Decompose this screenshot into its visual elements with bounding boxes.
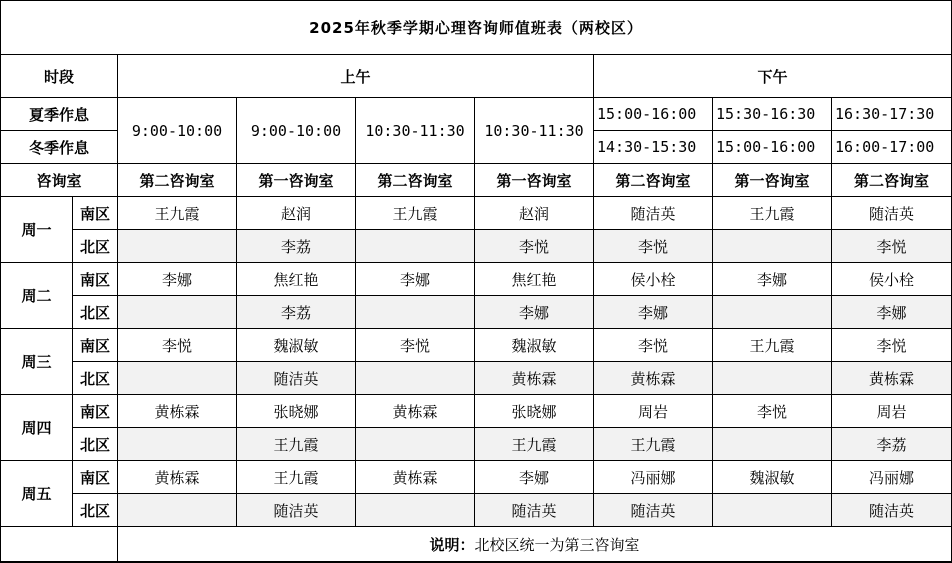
counselor-cell: 张晓娜 — [475, 395, 594, 428]
counselor-cell — [356, 230, 475, 263]
counselor-cell: 魏淑敏 — [713, 461, 832, 494]
counselor-cell: 李娜 — [832, 296, 952, 329]
note-text: 北校区统一为第三咨询室 — [474, 536, 640, 554]
consult-room-label: 咨询室 — [1, 164, 118, 197]
note-label: 说明： — [429, 536, 475, 554]
counselor-cell: 李悦 — [713, 395, 832, 428]
counselor-cell: 随洁英 — [594, 494, 713, 527]
counselor-cell: 黄栋霖 — [356, 395, 475, 428]
counselor-cell — [118, 296, 237, 329]
table-row — [1, 230, 952, 263]
counselor-cell — [713, 296, 832, 329]
morning-time-1: 9:00-10:00 — [118, 98, 237, 164]
day-label: 周五 — [1, 461, 73, 527]
counselor-cell — [713, 428, 832, 461]
counselor-cell: 李娜 — [356, 263, 475, 296]
counselor-cell: 随洁英 — [832, 197, 952, 230]
afternoon-winter-time-1: 14:30-15:30 — [594, 131, 713, 164]
counselor-cell — [356, 296, 475, 329]
counselor-cell: 李悦 — [832, 329, 952, 362]
consult-room-4: 第一咨询室 — [475, 164, 594, 197]
counselor-cell: 随洁英 — [594, 197, 713, 230]
counselor-cell: 随洁英 — [237, 494, 356, 527]
table-row — [1, 263, 952, 296]
counselor-cell — [356, 428, 475, 461]
counselor-cell: 李娜 — [713, 263, 832, 296]
counselor-cell: 黄栋霖 — [118, 395, 237, 428]
counselor-cell: 周岩 — [832, 395, 952, 428]
morning-time-3: 10:30-11:30 — [356, 98, 475, 164]
campus-south-label: 南区 — [73, 263, 118, 296]
counselor-cell — [713, 362, 832, 395]
campus-north-label: 北区 — [73, 230, 118, 263]
counselor-cell: 李娜 — [475, 296, 594, 329]
counselor-cell — [356, 362, 475, 395]
morning-header: 上午 — [118, 55, 594, 98]
campus-north-label: 北区 — [73, 428, 118, 461]
summer-schedule-label: 夏季作息 — [1, 98, 118, 131]
afternoon-winter-time-3: 16:00-17:00 — [832, 131, 952, 164]
time-period-header: 时段 — [1, 55, 118, 98]
campus-south-label: 南区 — [73, 329, 118, 362]
counselor-cell: 李悦 — [356, 329, 475, 362]
counselor-cell: 王九霞 — [475, 428, 594, 461]
counselor-cell: 随洁英 — [475, 494, 594, 527]
table-row — [1, 428, 952, 461]
day-label: 周一 — [1, 197, 73, 263]
counselor-cell: 侯小栓 — [832, 263, 952, 296]
counselor-cell — [118, 428, 237, 461]
counselor-cell: 冯丽娜 — [594, 461, 713, 494]
counselor-cell: 周岩 — [594, 395, 713, 428]
counselor-cell — [118, 494, 237, 527]
consult-room-1: 第二咨询室 — [118, 164, 237, 197]
counselor-cell: 赵润 — [237, 197, 356, 230]
counselor-cell: 王九霞 — [594, 428, 713, 461]
campus-north-label: 北区 — [73, 296, 118, 329]
morning-time-4: 10:30-11:30 — [475, 98, 594, 164]
counselor-cell: 黄栋霖 — [118, 461, 237, 494]
note-spacer — [1, 527, 118, 563]
counselor-cell: 赵润 — [475, 197, 594, 230]
campus-south-label: 南区 — [73, 395, 118, 428]
consult-room-3: 第二咨询室 — [356, 164, 475, 197]
counselor-cell: 王九霞 — [356, 197, 475, 230]
counselor-cell: 侯小栓 — [594, 263, 713, 296]
winter-schedule-label: 冬季作息 — [1, 131, 118, 164]
counselor-cell: 冯丽娜 — [832, 461, 952, 494]
counselor-cell: 黄栋霖 — [356, 461, 475, 494]
table-row — [1, 395, 952, 428]
counselor-cell: 随洁英 — [832, 494, 952, 527]
counselor-cell: 王九霞 — [237, 428, 356, 461]
campus-north-label: 北区 — [73, 362, 118, 395]
campus-south-label: 南区 — [73, 461, 118, 494]
counselor-cell: 李悦 — [594, 329, 713, 362]
counselor-cell — [356, 494, 475, 527]
table-row — [1, 461, 952, 494]
table-row — [1, 329, 952, 362]
counselor-cell: 李娜 — [594, 296, 713, 329]
counselor-cell: 黄栋霖 — [475, 362, 594, 395]
counselor-cell: 李悦 — [594, 230, 713, 263]
morning-time-2: 9:00-10:00 — [237, 98, 356, 164]
table-row — [1, 362, 952, 395]
day-label: 周三 — [1, 329, 73, 395]
counselor-cell: 张晓娜 — [237, 395, 356, 428]
afternoon-winter-time-2: 15:00-16:00 — [713, 131, 832, 164]
table-row — [1, 494, 952, 527]
afternoon-summer-time-3: 16:30-17:30 — [832, 98, 952, 131]
campus-north-label: 北区 — [73, 494, 118, 527]
afternoon-header: 下午 — [594, 55, 952, 98]
counselor-cell: 李娜 — [118, 263, 237, 296]
counselor-cell: 焦红艳 — [475, 263, 594, 296]
counselor-cell: 黄栋霖 — [594, 362, 713, 395]
counselor-cell — [118, 230, 237, 263]
consult-room-2: 第一咨询室 — [237, 164, 356, 197]
counselor-cell: 李悦 — [832, 230, 952, 263]
counselor-cell: 王九霞 — [713, 329, 832, 362]
counselor-cell: 王九霞 — [713, 197, 832, 230]
campus-south-label: 南区 — [73, 197, 118, 230]
counselor-cell: 魏淑敏 — [237, 329, 356, 362]
counselor-cell: 李悦 — [118, 329, 237, 362]
counselor-cell: 王九霞 — [118, 197, 237, 230]
page-title: 2025年秋季学期心理咨询师值班表（两校区） — [1, 1, 952, 55]
counselor-cell: 魏淑敏 — [475, 329, 594, 362]
counselor-cell: 随洁英 — [237, 362, 356, 395]
counselor-cell: 李悦 — [475, 230, 594, 263]
consult-room-7: 第二咨询室 — [832, 164, 952, 197]
afternoon-summer-time-2: 15:30-16:30 — [713, 98, 832, 131]
counselor-cell: 王九霞 — [237, 461, 356, 494]
counselor-cell: 李荔 — [237, 296, 356, 329]
counselor-cell: 李荔 — [832, 428, 952, 461]
counselor-cell — [118, 362, 237, 395]
table-row — [1, 197, 952, 230]
table-row — [1, 296, 952, 329]
consult-room-5: 第二咨询室 — [594, 164, 713, 197]
counselor-cell — [713, 230, 832, 263]
counselor-cell: 李娜 — [475, 461, 594, 494]
afternoon-summer-time-1: 15:00-16:00 — [594, 98, 713, 131]
day-label: 周二 — [1, 263, 73, 329]
footnote — [118, 527, 952, 563]
day-label: 周四 — [1, 395, 73, 461]
counselor-cell: 黄栋霖 — [832, 362, 952, 395]
counselor-cell: 李荔 — [237, 230, 356, 263]
counselor-cell: 焦红艳 — [237, 263, 356, 296]
counselor-cell — [713, 494, 832, 527]
consult-room-6: 第一咨询室 — [713, 164, 832, 197]
